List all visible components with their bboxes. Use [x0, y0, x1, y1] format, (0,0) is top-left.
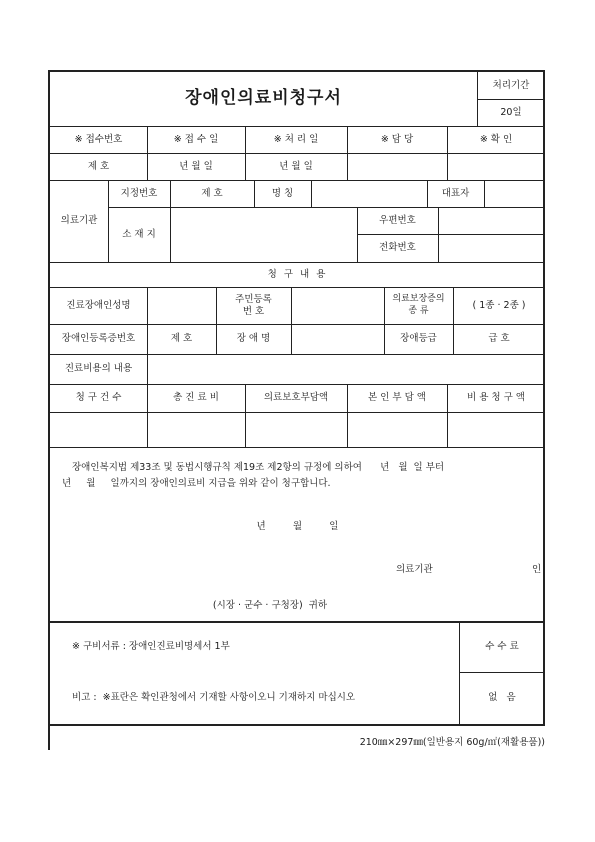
- remarks-note: 비고 : ※표란은 확인관청에서 기재할 사항이오니 기재하지 마십시오: [72, 692, 356, 704]
- disability-name-field[interactable]: [291, 324, 384, 354]
- total-cost-label: 총 진 료 비: [173, 392, 219, 404]
- location-field[interactable]: [170, 207, 357, 262]
- receipt-date-label: ※ 접 수 일: [173, 133, 219, 145]
- claim-section-title: 청 구 내 용: [267, 268, 328, 280]
- postal-code-field[interactable]: [438, 207, 545, 234]
- resident-id-field[interactable]: [291, 287, 384, 324]
- patient-name-label: 진료장애인성명: [66, 299, 131, 311]
- statement-institution-label: 의료기관: [396, 564, 433, 575]
- cost-content-field[interactable]: [147, 354, 545, 384]
- institution-name-label: 명 칭: [271, 187, 294, 199]
- claim-count-label: 청 구 건 수: [75, 392, 122, 404]
- total-cost-field[interactable]: [147, 412, 245, 447]
- phone-label: 전화번호: [379, 242, 416, 254]
- disability-grade-field[interactable]: 급 호: [488, 333, 510, 345]
- location-label: 소 재 지: [122, 228, 156, 240]
- fee-value: 없 음: [488, 692, 516, 704]
- claim-form: [48, 70, 545, 726]
- self-pay-field[interactable]: [347, 412, 447, 447]
- receipt-date-field[interactable]: 년 월 일: [179, 160, 213, 172]
- disability-grade-label: 장애등급: [400, 333, 437, 345]
- designation-field[interactable]: 제 호: [201, 187, 223, 199]
- receipt-number-label: ※ 접수번호: [74, 133, 123, 145]
- representative-label: 대표자: [441, 187, 470, 199]
- insurance-type-label: 의료보장증의 종 류: [392, 294, 445, 316]
- registration-number-label: 장애인등록증번호: [61, 333, 136, 345]
- officer-field[interactable]: [347, 153, 447, 180]
- aid-share-label: 의료보호부담액: [263, 392, 329, 404]
- confirm-label: ※ 확 인: [479, 133, 513, 145]
- statement-line-1: 장애인복지법 제33조 및 동법시행규칙 제19조 제2항의 규정에 의하여 년 월 일 부터: [72, 462, 445, 473]
- binding-edge-mark: [48, 726, 50, 750]
- form-title: 장애인의료비청구서: [185, 88, 342, 109]
- paper-spec-footer: 210㎜×297㎜(일반용지 60g/㎡(재활용품)): [359, 737, 545, 748]
- designation-label: 지정번호: [120, 187, 158, 199]
- representative-field[interactable]: [484, 180, 545, 207]
- statement-date[interactable]: 년 월 일: [256, 521, 339, 532]
- claim-count-field[interactable]: [50, 412, 147, 447]
- aid-share-field[interactable]: [245, 412, 347, 447]
- registration-number-field[interactable]: 제 호: [170, 333, 193, 345]
- postal-code-label: 우편번호: [379, 214, 416, 226]
- processing-period-value: 20일: [500, 106, 522, 118]
- self-pay-label: 본 인 부 담 액: [368, 392, 426, 404]
- claim-amount-field[interactable]: [447, 412, 545, 447]
- institution-name-field[interactable]: [311, 180, 427, 207]
- processing-period-label: 처리기간: [492, 79, 530, 91]
- resident-id-label: 주민등록 번 호: [235, 293, 272, 317]
- patient-name-field[interactable]: [147, 287, 216, 324]
- statement-line-2: 년 월 일까지의 장애인의료비 지급을 위와 같이 청구합니다.: [62, 478, 331, 489]
- officer-label: ※ 담 당: [380, 133, 414, 145]
- process-date-label: ※ 처 리 일: [273, 133, 319, 145]
- claim-amount-label: 비 용 청 구 액: [467, 392, 525, 404]
- process-date-field[interactable]: 년 월 일: [279, 160, 313, 172]
- seal-mark: 인: [532, 564, 542, 575]
- institution-label: 의료기관: [60, 215, 98, 227]
- receipt-number-field[interactable]: 제 호: [87, 160, 110, 172]
- fee-label: 수 수 료: [485, 641, 519, 653]
- recipient-line: (시장 · 군수 · 구청장) 귀하: [212, 600, 328, 611]
- insurance-type-field[interactable]: ( 1종 · 2종 ): [472, 299, 526, 311]
- cost-content-label: 진료비용의 내용: [64, 363, 133, 375]
- disability-name-label: 장 애 명: [236, 333, 271, 345]
- phone-field[interactable]: [438, 234, 545, 262]
- attachments-note: ※ 구비서류 : 장애인진료비명세서 1부: [72, 641, 230, 653]
- confirm-field[interactable]: [447, 153, 545, 180]
